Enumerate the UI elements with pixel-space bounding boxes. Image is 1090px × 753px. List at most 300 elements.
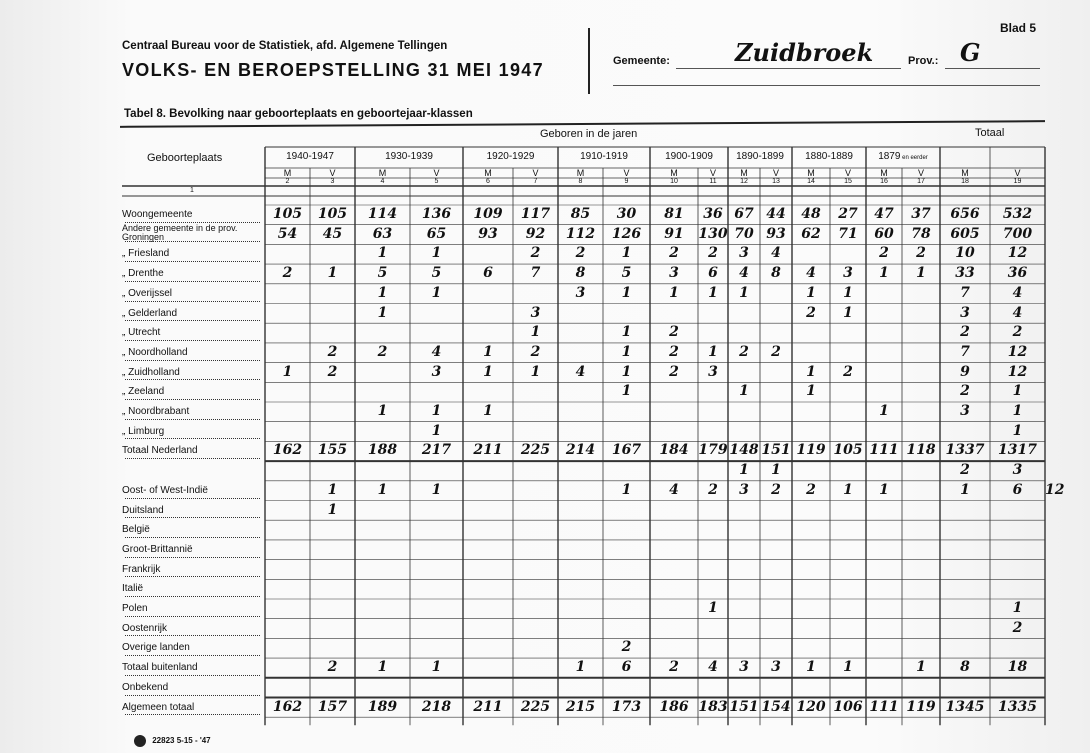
table-cell: 3: [739, 659, 749, 676]
table-cell: 1: [327, 501, 338, 518]
table-cell: 154: [761, 698, 791, 715]
sex-header: V: [772, 168, 779, 178]
table-cell: 54: [277, 225, 298, 242]
table-cell: 70: [734, 225, 754, 242]
table-cell: 1: [575, 659, 586, 676]
table-cell: 1: [1012, 422, 1023, 439]
table-cell: 1: [431, 403, 442, 419]
table-cell: 1: [621, 245, 632, 262]
sex-header: V: [844, 168, 851, 178]
bureau-name: Centraal Bureau voor de Statistiek, afd. Algemene Tellingen: [122, 40, 448, 52]
column-number: 12: [740, 178, 748, 185]
table-cell: 214: [565, 442, 596, 459]
table-cell: 1: [327, 481, 338, 498]
table-cell: 2: [669, 659, 679, 676]
row-label: Italië: [122, 583, 144, 595]
row-label: Groot-Brittannië: [122, 543, 193, 555]
sex-header: V: [329, 168, 336, 178]
table-cell: 1: [843, 481, 853, 498]
row-leader-dots: [125, 675, 260, 676]
table-cell: 2: [806, 481, 816, 498]
row-label: Totaal buitenland: [122, 662, 198, 674]
table-cell: 4: [1012, 304, 1023, 321]
table-cell: 4: [739, 265, 749, 282]
table-cell: 1: [960, 481, 970, 498]
sex-header: M: [484, 168, 492, 178]
table-cell: 2: [1012, 324, 1023, 341]
table-cell: 36: [1007, 265, 1028, 282]
table-cell: 5: [621, 265, 632, 282]
table-cell: 8: [771, 265, 781, 282]
row-leader-dots: [125, 399, 260, 400]
column-number: 1: [190, 187, 194, 194]
row-label: Totaal Nederland: [122, 445, 198, 457]
print-code: [134, 735, 211, 747]
table-cell: 5: [431, 265, 442, 282]
column-number: 11: [709, 178, 717, 185]
table-cell: 189: [367, 698, 398, 715]
table-cell: 33: [955, 265, 975, 282]
table-cell: 2: [669, 245, 679, 262]
table-cell: 211: [473, 442, 503, 459]
table-cell: 2: [377, 343, 388, 360]
en-eerder-label: en eerder: [900, 155, 928, 161]
table-cell: 1317: [998, 442, 1037, 459]
table-cell: 45: [322, 225, 343, 242]
table-cell: 1: [843, 284, 853, 301]
table-cell: 106: [833, 698, 863, 715]
year-group-header: 1930-1939: [385, 151, 433, 162]
table-cell: 71: [838, 225, 858, 242]
form-title: VOLKS- EN BEROEPSTELLING 31 MEI 1947: [122, 60, 544, 80]
column-number: 19: [1013, 178, 1022, 185]
table-cell: 2: [327, 659, 338, 676]
table-cell: 130: [698, 225, 728, 242]
table-cell: 60: [874, 225, 894, 242]
row-leader-dots: [125, 281, 260, 282]
table-cell: 1: [621, 324, 632, 341]
table-cell: 117: [520, 206, 551, 222]
table-cell: 225: [520, 698, 551, 715]
year-group-header: 1880-1889: [805, 151, 853, 162]
row-leader-dots: [125, 438, 260, 439]
table-cell: 1337: [945, 442, 985, 459]
sex-header: V: [917, 168, 924, 178]
column-number: 10: [670, 178, 678, 185]
row-label: Oost- of West-Indië: [122, 484, 208, 496]
table-cell: 1: [708, 284, 718, 301]
table-cell: 2: [575, 245, 586, 262]
row-leader-dots: [125, 419, 260, 420]
table-cell: 2: [530, 245, 541, 262]
table-cell: 111: [869, 698, 899, 715]
sex-header: M: [961, 168, 969, 178]
table-cell: 48: [801, 206, 821, 222]
table-cell: 9: [960, 363, 970, 380]
sex-header: V: [1014, 168, 1021, 178]
table-cell: 1: [530, 363, 541, 380]
sex-header: V: [532, 168, 539, 178]
table-cell: 1: [431, 245, 442, 262]
table-cell: 4: [575, 363, 586, 380]
gemeente-label: Gemeente:: [613, 55, 670, 67]
table-cell: 1: [771, 462, 781, 479]
table-cell: 93: [766, 225, 786, 242]
table-cell: 605: [950, 225, 980, 242]
row-label: Woongemeente: [122, 209, 193, 220]
table-cell: 18: [1007, 659, 1028, 676]
table-cell: 1: [916, 265, 926, 282]
table-cell: 211: [473, 698, 503, 715]
year-group-header: 1900-1909: [665, 151, 713, 162]
table-cell: 6: [621, 659, 632, 676]
sex-header: M: [740, 168, 748, 178]
table-cell: 2: [960, 324, 970, 341]
row-leader-dots: [125, 695, 260, 696]
sex-header: M: [283, 168, 292, 178]
table-cell: 5: [377, 265, 388, 282]
table-cell: 109: [473, 206, 503, 222]
table-cell: 2: [771, 481, 781, 498]
row-leader-dots: [125, 714, 260, 715]
table-cell: 27: [838, 206, 858, 222]
table-cell: 188: [367, 442, 398, 459]
table-cell: 3: [530, 304, 541, 321]
table-cell: 2: [708, 245, 718, 262]
table-cell: 656: [950, 206, 980, 222]
table-cell: 2: [739, 343, 749, 360]
table-cell: 4: [669, 481, 679, 498]
table-cell: 92: [525, 225, 546, 242]
prov-label: Prov.:: [908, 55, 939, 67]
table-cell: 2: [879, 245, 889, 262]
gemeente-value: Zuidbroek: [735, 38, 874, 67]
table-cell: 1: [806, 284, 816, 301]
table-cell: 2: [669, 363, 679, 380]
column-number: 2: [285, 178, 290, 185]
table-cell: 215: [565, 698, 596, 715]
column-number: 16: [880, 178, 888, 185]
table-cell: 63: [372, 225, 393, 242]
table-cell: 2: [621, 639, 632, 656]
table-cell: 44: [766, 206, 786, 222]
table-cell: 6: [1012, 481, 1023, 498]
table-cell: 111: [869, 442, 899, 459]
table-cell: 119: [906, 698, 936, 715]
table-cell: 1: [806, 363, 816, 380]
row-label: „ Limburg: [122, 425, 165, 437]
total-header: Totaal: [975, 127, 1005, 139]
table-cell: 4: [806, 265, 816, 282]
table-cell: 1: [879, 481, 889, 498]
row-leader-dots: [125, 537, 260, 538]
sex-header: M: [807, 168, 815, 178]
table-cell: 155: [317, 442, 348, 459]
table-cell: 1: [621, 284, 632, 301]
table-cell: 1: [431, 284, 442, 301]
table-cell: 1: [327, 265, 338, 282]
table-title: Tabel 8. Bevolking naar geboorteplaats en geboortejaar-klassen: [124, 108, 473, 120]
table-cell: 1: [377, 403, 388, 419]
column-number: 9: [624, 178, 629, 185]
table-cell: 93: [478, 225, 498, 242]
print-code-text: 22823 5-15 - '47: [152, 736, 211, 746]
table-cell: 2: [669, 324, 679, 341]
year-group-header: 1879 en eerder: [878, 151, 928, 162]
table-cell: 151: [761, 442, 791, 459]
table-cell: 7: [960, 343, 970, 360]
table-cell: 1: [530, 324, 541, 341]
birthplace-header: Geboorteplaats: [147, 152, 223, 164]
row-label: „ Friesland: [122, 248, 170, 260]
table-cell: 4: [771, 245, 781, 262]
table-cell: 1335: [998, 698, 1037, 715]
table-cell: 112: [565, 225, 596, 242]
table-cell: 151: [729, 698, 759, 715]
row-leader-dots: [125, 596, 260, 597]
table-cell: 2: [282, 265, 293, 282]
table-cell: 81: [664, 206, 684, 222]
born-in-years-label: Geboren in de jaren: [540, 128, 638, 140]
table-cell: 1: [621, 481, 632, 498]
table-cell: 12: [1007, 245, 1028, 262]
table-cell: 37: [911, 206, 931, 222]
table-cell: 700: [1002, 225, 1033, 242]
table-cell: 3: [739, 245, 749, 262]
table-cell: 119: [796, 442, 826, 459]
sex-header: V: [433, 168, 440, 178]
table-cell: 2: [708, 481, 718, 498]
table-cell: 91: [664, 225, 684, 242]
table-cell: 3: [1012, 462, 1023, 479]
table-cell: 1: [483, 343, 493, 360]
row-label: Onbekend: [122, 681, 169, 693]
table-cell: 1: [621, 383, 632, 400]
year-group-header: 1910-1919: [580, 151, 628, 162]
row-leader-dots: [125, 498, 260, 499]
table-cell: 114: [367, 206, 398, 222]
table-cell: 120: [796, 698, 826, 715]
table-cell: 186: [659, 698, 689, 715]
table-cell: 1345: [945, 698, 985, 715]
table-cell: 12: [1007, 343, 1028, 360]
table-cell: 3: [431, 363, 442, 380]
table-cell: 1: [916, 659, 926, 676]
table-cell: 8: [960, 659, 970, 676]
row-leader-dots: [125, 458, 260, 459]
row-leader-dots: [125, 517, 260, 518]
row-leader-dots: [125, 261, 260, 262]
table-cell: 7: [530, 265, 541, 282]
table-cell: 1: [377, 284, 388, 301]
table-cell: 157: [317, 698, 348, 715]
row-leader-dots: [125, 635, 260, 636]
row-label: „ Drenthe: [122, 268, 164, 280]
sex-header: M: [378, 168, 387, 178]
column-number: 13: [772, 178, 780, 185]
table-cell: 1: [739, 284, 749, 301]
table-cell: 3: [739, 481, 749, 498]
column-number: 8: [578, 178, 583, 185]
table-cell: 2: [843, 363, 853, 380]
table-cell: 218: [421, 698, 452, 715]
row-label: „ Overijssel: [122, 287, 173, 299]
table-cell: 2: [530, 343, 541, 360]
column-number: 7: [533, 178, 538, 185]
table-cell: 1: [377, 659, 388, 676]
table-cell: 1: [739, 383, 749, 400]
table-cell: 2: [771, 343, 781, 360]
table-cell: 1: [843, 304, 853, 321]
table-cell: 12: [1007, 363, 1028, 380]
sex-header: V: [623, 168, 630, 178]
row-label: Algemeen totaal: [122, 701, 195, 713]
table-cell: 4: [431, 343, 442, 360]
table-cell: 1: [431, 422, 442, 439]
row-label: Overige landen: [122, 642, 190, 654]
column-number: 18: [961, 178, 969, 185]
row-leader-dots: [125, 340, 260, 341]
table-cell: 3: [960, 304, 970, 321]
table-cell: 532: [1002, 206, 1033, 222]
table-cell: 167: [611, 442, 642, 459]
row-label: Frankrijk: [122, 563, 161, 575]
year-group-header: 1890-1899: [736, 151, 784, 162]
table-cell: 173: [611, 698, 642, 715]
table-cell: 3: [575, 284, 586, 301]
year-group-header: 1940-1947: [286, 151, 334, 162]
table-cell: 162: [272, 698, 303, 715]
row-label: Andere gemeente in de prov. Groningen: [122, 223, 238, 242]
row-label: België: [122, 524, 150, 536]
table-cell: 36: [703, 206, 723, 222]
sex-header: M: [576, 168, 585, 178]
table-cell: 2: [327, 343, 338, 360]
printer-seal-icon: [134, 735, 146, 747]
table-cell: 1: [879, 403, 889, 419]
sex-header: M: [880, 168, 888, 178]
column-number: 14: [807, 178, 815, 185]
table-cell: 118: [906, 442, 936, 459]
row-leader-dots: [125, 576, 260, 577]
table-cell: 12: [1045, 481, 1065, 498]
table-cell: 105: [272, 206, 303, 222]
table-cell: 67: [734, 206, 754, 222]
table-cell: 148: [729, 442, 759, 459]
table-cell: 126: [611, 225, 642, 242]
row-label: Duitsland: [122, 504, 164, 516]
table-cell: 1: [377, 245, 388, 262]
row-label: Oostenrijk: [122, 622, 168, 634]
table-cell: 8: [575, 265, 586, 282]
table-cell: 1: [843, 659, 853, 676]
row-label: „ Utrecht: [122, 327, 161, 339]
table-cell: 2: [327, 363, 338, 380]
row-leader-dots: [125, 616, 260, 617]
table-cell: 3: [669, 265, 679, 282]
row-leader-dots: [125, 241, 260, 242]
row-leader-dots: [125, 379, 260, 380]
table-cell: 85: [570, 206, 591, 222]
table-cell: 1: [483, 403, 493, 419]
row-leader-dots: [125, 557, 260, 558]
table-cell: 2: [806, 304, 816, 321]
row-label: „ Noordholland: [122, 346, 188, 358]
table-cell: 3: [708, 363, 718, 380]
table-cell: 225: [520, 442, 551, 459]
table-cell: 183: [698, 698, 728, 715]
table-cell: 6: [708, 265, 718, 282]
year-group-header: 1920-1929: [486, 151, 535, 162]
column-number: 5: [434, 178, 439, 185]
table-cell: 179: [698, 442, 728, 459]
column-number: 4: [380, 178, 385, 185]
table-cell: 1: [879, 265, 889, 282]
table-cell: 78: [911, 225, 931, 242]
column-number: 6: [486, 178, 490, 185]
row-leader-dots: [125, 320, 260, 321]
table-cell: 10: [955, 245, 975, 262]
table-cell: 1: [431, 659, 442, 676]
sex-header: M: [670, 168, 678, 178]
table-cell: 1: [708, 343, 718, 360]
row-leader-dots: [125, 655, 260, 656]
table-cell: 7: [960, 284, 970, 301]
table-cell: 2: [960, 383, 970, 400]
table-cell: 1: [621, 363, 632, 380]
row-leader-dots: [125, 360, 260, 361]
table-cell: 2: [960, 462, 970, 479]
row-label: „ Zuidholland: [122, 366, 180, 378]
table-cell: 3: [771, 659, 781, 676]
table-cell: 2: [916, 245, 926, 262]
sex-header: V: [709, 168, 716, 178]
column-number: 15: [844, 178, 852, 185]
column-number: 17: [917, 178, 925, 185]
table-cell: 65: [426, 225, 447, 242]
table-cell: 30: [616, 206, 637, 222]
row-leader-dots: [125, 222, 260, 223]
row-label: „ Zeeland: [122, 386, 165, 398]
table-cell: 1: [483, 363, 493, 380]
table-cell: 184: [659, 442, 689, 459]
table-cell: 1: [806, 659, 816, 676]
prov-value: G: [960, 38, 981, 67]
table-cell: 3: [960, 403, 970, 419]
table-cell: 2: [1012, 619, 1023, 636]
table-cell: 105: [317, 206, 348, 222]
row-label: Polen: [122, 603, 148, 614]
table-cell: 1: [431, 481, 442, 498]
table-cell: 47: [874, 206, 894, 222]
table-cell: 1: [739, 462, 749, 479]
sheet-number: Blad 5: [1000, 21, 1037, 35]
table-cell: 105: [833, 442, 863, 459]
table-cell: 62: [801, 225, 821, 242]
table-cell: 1: [1012, 383, 1023, 400]
table-cell: 2: [669, 343, 679, 360]
table-cell: 162: [272, 442, 303, 459]
table-cell: 1: [708, 600, 718, 616]
table-cell: 4: [1012, 284, 1023, 301]
table-cell: 1: [282, 363, 293, 380]
table-cell: 1: [1012, 403, 1023, 419]
row-label: „ Gelderland: [122, 307, 178, 319]
table-cell: 1: [1012, 600, 1023, 616]
table-cell: 1: [806, 383, 816, 400]
table-cell: 1: [669, 284, 679, 301]
table-cell: 4: [708, 659, 718, 676]
